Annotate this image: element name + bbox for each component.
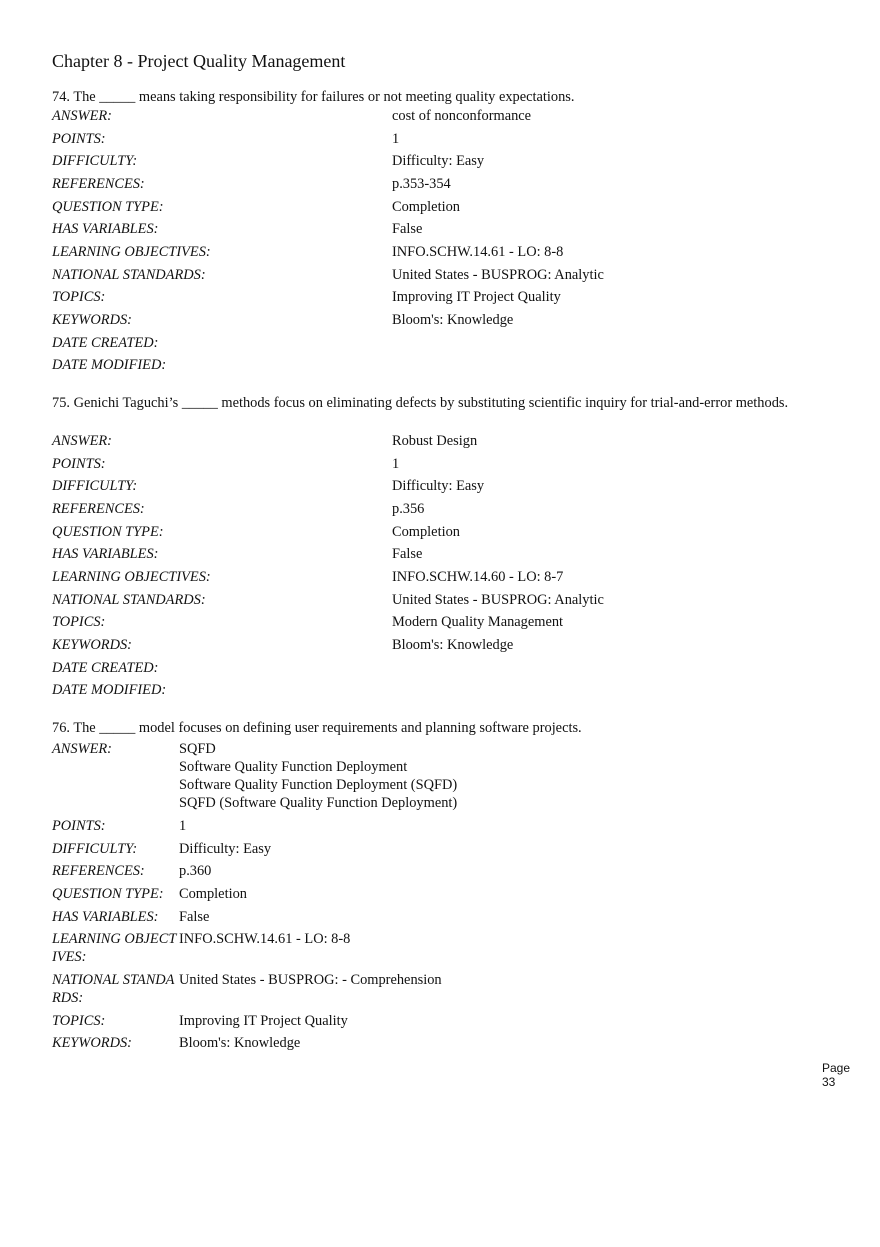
field-label: POINTS: bbox=[52, 131, 106, 147]
field-row bbox=[52, 311, 812, 329]
field-value: Bloom's: Knowledge bbox=[392, 637, 514, 653]
field-label: HAS VARIABLES: bbox=[52, 221, 159, 237]
field-row bbox=[52, 477, 812, 495]
field-value: p.360 bbox=[179, 863, 212, 879]
field-value: False bbox=[392, 546, 423, 562]
field-label: HAS VARIABLES: bbox=[52, 909, 159, 925]
field-row bbox=[52, 243, 812, 261]
field-row bbox=[52, 500, 812, 518]
field-value: 1 bbox=[392, 131, 400, 147]
field-row bbox=[52, 130, 812, 148]
field-row bbox=[52, 930, 812, 966]
field-label: ANSWER: bbox=[52, 433, 112, 449]
field-row bbox=[52, 175, 812, 193]
field-value: Difficulty: Easy bbox=[179, 841, 272, 857]
field-label: ANSWER: bbox=[52, 741, 112, 757]
field-label: REFERENCES: bbox=[52, 863, 145, 879]
field-row bbox=[52, 266, 812, 284]
field-label: DIFFICULTY: bbox=[52, 478, 138, 494]
field-row bbox=[52, 568, 812, 586]
field-row bbox=[52, 107, 812, 125]
field-value: p.353-354 bbox=[392, 176, 451, 192]
field-value: p.356 bbox=[392, 501, 425, 517]
field-row bbox=[52, 908, 812, 926]
question-75 bbox=[52, 394, 812, 412]
field-label: LEARNING OBJECTIVES: bbox=[52, 244, 211, 260]
field-value: Modern Quality Management bbox=[392, 614, 564, 630]
field-value: 1 bbox=[392, 456, 400, 472]
field-label: ANSWER: bbox=[52, 108, 112, 124]
field-row bbox=[52, 334, 812, 352]
answer-option: Software Quality Function Deployment bbox=[179, 759, 408, 775]
field-label: REFERENCES: bbox=[52, 176, 145, 192]
field-label: HAS VARIABLES: bbox=[52, 546, 159, 562]
field-value: Improving IT Project Quality bbox=[392, 289, 561, 305]
field-value: Completion bbox=[392, 524, 460, 540]
field-row bbox=[52, 356, 812, 374]
field-label: QUESTION TYPE: bbox=[52, 199, 164, 215]
field-label: NATIONAL STANDARDS: bbox=[52, 972, 175, 1006]
field-row bbox=[52, 288, 812, 306]
field-value: INFO.SCHW.14.61 - LO: 8-8 bbox=[179, 931, 351, 947]
field-label: DATE CREATED: bbox=[52, 660, 159, 676]
field-label: TOPICS: bbox=[52, 1013, 106, 1029]
field-label: DATE MODIFIED: bbox=[52, 682, 167, 698]
field-label: DATE MODIFIED: bbox=[52, 357, 167, 373]
field-row bbox=[52, 840, 812, 858]
field-value: Difficulty: Easy bbox=[392, 478, 485, 494]
field-row bbox=[52, 455, 812, 473]
field-label: KEYWORDS: bbox=[52, 637, 132, 653]
field-value: cost of nonconformance bbox=[392, 108, 532, 124]
field-row bbox=[52, 432, 812, 450]
field-value: False bbox=[179, 909, 210, 925]
field-label: QUESTION TYPE: bbox=[52, 886, 164, 902]
field-row bbox=[52, 681, 812, 699]
field-label: TOPICS: bbox=[52, 614, 106, 630]
field-label: NATIONAL STANDARDS: bbox=[52, 267, 206, 283]
field-label: POINTS: bbox=[52, 456, 106, 472]
field-row bbox=[52, 545, 812, 563]
field-label: QUESTION TYPE: bbox=[52, 524, 164, 540]
chapter-title: Chapter 8 - Project Quality Management bbox=[52, 51, 346, 71]
field-row bbox=[52, 220, 812, 238]
question-text: 76. The _____ model focuses on defining user requirements and planning software projects. bbox=[52, 720, 582, 736]
field-label: KEYWORDS: bbox=[52, 312, 132, 328]
question-74 bbox=[52, 88, 812, 106]
field-value: Bloom's: Knowledge bbox=[392, 312, 514, 328]
answer-option: Software Quality Function Deployment (SQFD) bbox=[179, 777, 458, 793]
field-label: REFERENCES: bbox=[52, 501, 145, 517]
field-label: TOPICS: bbox=[52, 289, 106, 305]
field-value: Robust Design bbox=[392, 433, 478, 449]
answer-option: SQFD bbox=[179, 741, 216, 757]
field-value: United States - BUSPROG: Analytic bbox=[392, 592, 604, 608]
field-label: LEARNING OBJECTIVES: bbox=[52, 569, 211, 585]
field-label: DATE CREATED: bbox=[52, 335, 159, 351]
field-row bbox=[52, 591, 812, 609]
field-value: Completion bbox=[392, 199, 460, 215]
field-row bbox=[52, 1034, 812, 1052]
field-value: Completion bbox=[179, 886, 247, 902]
field-row bbox=[52, 885, 812, 903]
field-value: False bbox=[392, 221, 423, 237]
field-label: KEYWORDS: bbox=[52, 1035, 132, 1051]
field-row bbox=[52, 613, 812, 631]
field-value: INFO.SCHW.14.60 - LO: 8-7 bbox=[392, 569, 564, 585]
question-76 bbox=[52, 719, 812, 737]
field-label: NATIONAL STANDARDS: bbox=[52, 592, 206, 608]
field-value: United States - BUSPROG: Analytic bbox=[392, 267, 604, 283]
field-value: INFO.SCHW.14.61 - LO: 8-8 bbox=[392, 244, 564, 260]
field-label: DIFFICULTY: bbox=[52, 841, 138, 857]
field-row bbox=[52, 817, 812, 835]
field-value: United States - BUSPROG: - Comprehension bbox=[179, 972, 442, 988]
answer-option: SQFD (Software Quality Function Deployment) bbox=[179, 795, 458, 811]
field-value: 1 bbox=[179, 818, 187, 834]
field-row bbox=[52, 1012, 812, 1030]
question-text: 75. Genichi Taguchi’s _____ methods focus on eliminating defects by substituting scientific inquiry for trial-and-error methods. bbox=[52, 395, 789, 411]
page-number: Page 33 bbox=[822, 1061, 851, 1089]
answer-row bbox=[52, 740, 812, 814]
question-text: 74. The _____ means taking responsibility for failures or not meeting quality expectations. bbox=[52, 89, 575, 105]
field-value: Improving IT Project Quality bbox=[179, 1013, 348, 1029]
field-row bbox=[52, 862, 812, 880]
field-label: LEARNING OBJECTIVES: bbox=[52, 931, 177, 965]
field-row bbox=[52, 971, 812, 1007]
field-row bbox=[52, 659, 812, 677]
field-row bbox=[52, 198, 812, 216]
field-row bbox=[52, 523, 812, 541]
field-label: POINTS: bbox=[52, 818, 106, 834]
field-value: Difficulty: Easy bbox=[392, 153, 485, 169]
field-row bbox=[52, 152, 812, 170]
field-value: Bloom's: Knowledge bbox=[179, 1035, 301, 1051]
field-row bbox=[52, 636, 812, 654]
field-label: DIFFICULTY: bbox=[52, 153, 138, 169]
